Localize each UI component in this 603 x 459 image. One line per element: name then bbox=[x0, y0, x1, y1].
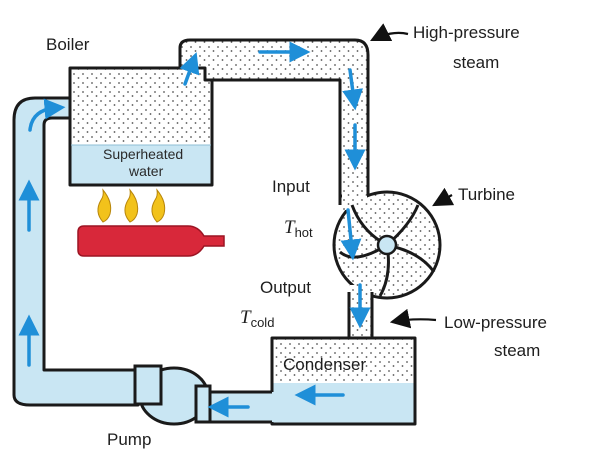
high-pressure-pointer bbox=[372, 33, 408, 40]
condenser-label: Condenser bbox=[283, 355, 367, 374]
low-pressure-label: Low-pressure bbox=[444, 313, 547, 332]
turbine-label: Turbine bbox=[458, 185, 516, 204]
t-hot-label: $T_{hot}$ bbox=[284, 217, 313, 240]
burner bbox=[78, 226, 224, 256]
input-label: Input bbox=[272, 177, 310, 196]
t-cold-label: $T_{cold}$ bbox=[240, 307, 275, 330]
low-pressure-label-2: steam bbox=[494, 341, 541, 360]
turbine-pointer bbox=[434, 195, 452, 205]
pump-label: Pump bbox=[107, 430, 152, 449]
high-pressure-label: High-pressure bbox=[413, 23, 520, 42]
pump bbox=[135, 366, 210, 424]
condenser-water bbox=[274, 383, 414, 423]
superheated-label: Superheated bbox=[103, 146, 184, 162]
boiler-label: Boiler bbox=[46, 35, 90, 54]
high-pressure-label-2: steam bbox=[453, 53, 500, 72]
turbine-hub bbox=[378, 236, 396, 254]
superheated-label-2: water bbox=[129, 163, 164, 179]
low-pressure-pointer bbox=[392, 319, 436, 322]
flame-icons bbox=[98, 190, 165, 222]
output-label: Output bbox=[260, 278, 312, 297]
